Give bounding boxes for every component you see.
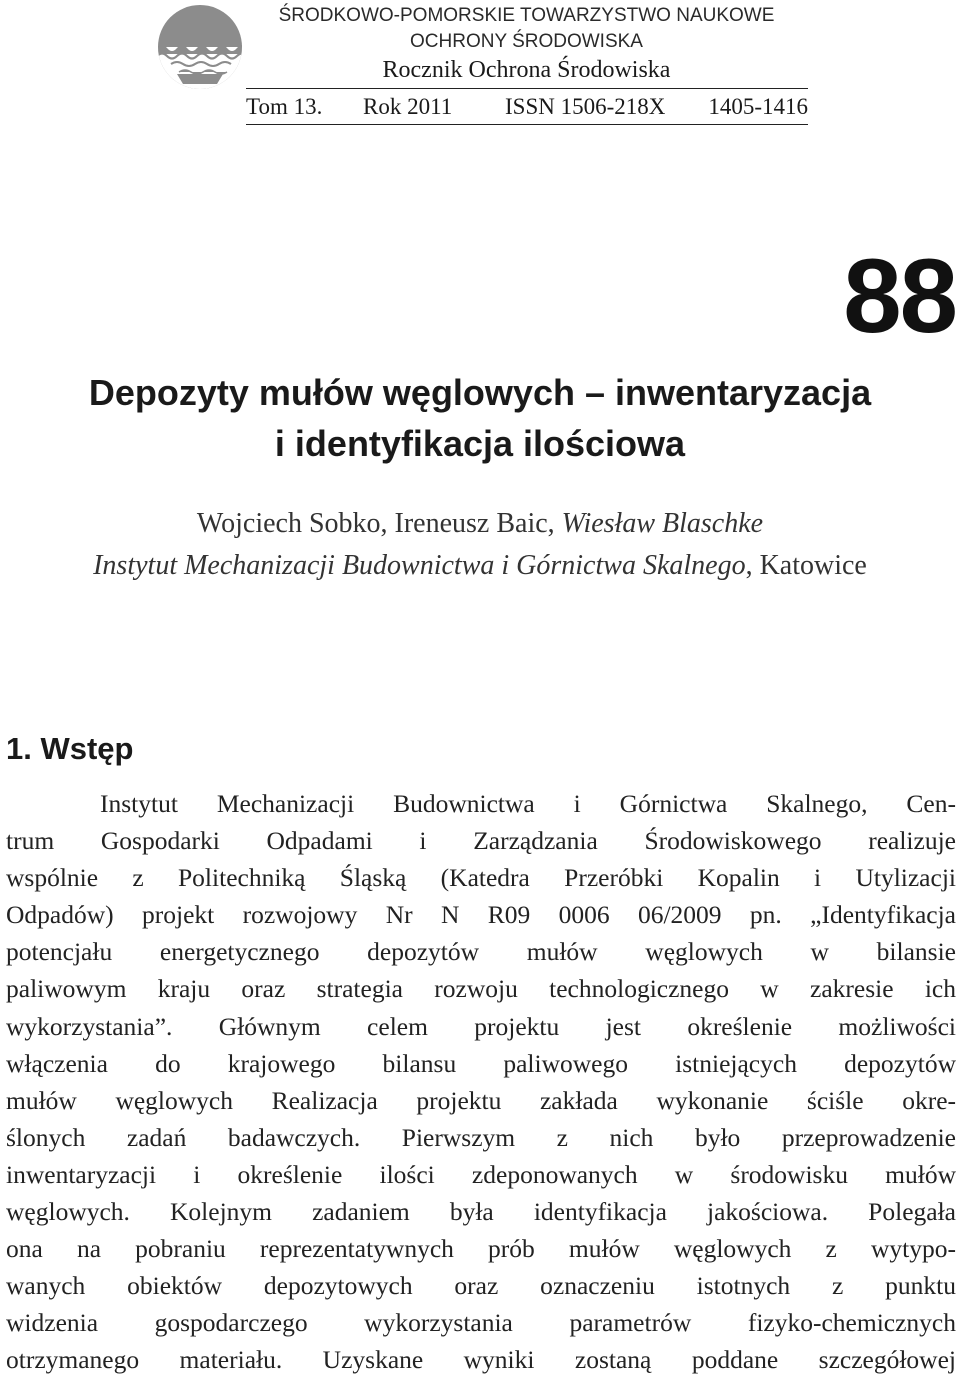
issn: ISSN 1506-218X [505,94,666,119]
body-line: węglowych. Kolejnym zadaniem była identyfikacja jakościowa. Polegała [6,1197,956,1227]
authors-block [0,503,960,587]
title-line-2: i identyfikacja ilościowa [274,423,686,464]
article-title [40,367,920,469]
article-number: 88 [843,238,956,355]
body-text [6,785,956,1379]
society-logo-icon [157,4,243,90]
body-line: wanych obiektów depozytowych oraz oznaczeniu istotnych z punktu [6,1271,956,1301]
body-line: inwentaryzacji i określenie ilości zdeponowanych w środowisku mułów [6,1159,956,1189]
header-rule-top [246,88,808,89]
journal-title: Rocznik Ochrona Środowiska [382,57,671,83]
body-line: trum Gospodarki Odpadami i Zarządzania Środowiskowego realizuje [6,826,956,856]
author-names [0,503,960,545]
page-range: 1405-1416 [708,94,808,119]
institute-name: Instytut Mechanizacji Budownictwa i Górnictwa Skalnego [93,550,746,581]
body-line: paliwowym kraju oraz strategia rozwoju technologicznego w zakresie ich [6,974,956,1004]
section-heading: 1. Wstęp [6,731,134,766]
body-line: włączenia do krajowego bilansu paliwowego istniejących depozytów [6,1048,956,1078]
author-italic: Wiesław Blaschke [561,508,764,539]
body-line: Odpadów) projekt rozwojowy Nr N R09 0006 06/2009 pn. „Identyfikacja [6,900,956,930]
journal-header [243,0,810,85]
body-line: otrzymanego materiału. Uzyskane wyniki zostaną poddane szczegółowej [6,1345,956,1375]
body-line: ona na pobraniu reprezentatywnych prób mułów węglowych z wytypo- [6,1234,956,1264]
year: Rok 2011 [363,94,453,119]
body-line: widzenia gospodarczego wykorzystania parametrów fizyko-chemicznych [6,1308,956,1338]
body-line: ślonych zadań badawczych. Pierwszym z nich było przeprowadzenie [6,1122,956,1152]
body-line: Instytut Mechanizacji Budownictwa i Górnictwa Skalnego, Cen- [100,789,956,818]
title-line-1: Depozyty mułów węglowych – inwentaryzacja [88,372,872,413]
issue-meta [246,92,808,122]
header-rule-bottom [246,124,808,125]
authors-regular: Wojciech Sobko, Ireneusz Baic, [196,508,562,539]
institute-city: , Katowice [745,550,867,581]
society-name-line2: OCHRONY ŚRODOWISKA [410,31,643,52]
body-line: mułów węglowych Realizacja projektu zakłada wykonanie ściśle okre- [6,1085,956,1115]
society-name-line1: ŚRODKOWO-POMORSKIE TOWARZYSTWO NAUKOWE [278,5,775,26]
body-line: potencjału energetycznego depozytów mułów węglowych w bilansie [6,937,956,967]
affiliation [0,545,960,587]
volume: Tom 13. [246,94,323,119]
body-line: wspólnie z Politechniką Śląską (Katedra Przeróbki Kopalin i Utylizacji [6,863,956,893]
body-line: wykorzystania”. Głównym celem projektu jest określenie możliwości [6,1011,956,1041]
